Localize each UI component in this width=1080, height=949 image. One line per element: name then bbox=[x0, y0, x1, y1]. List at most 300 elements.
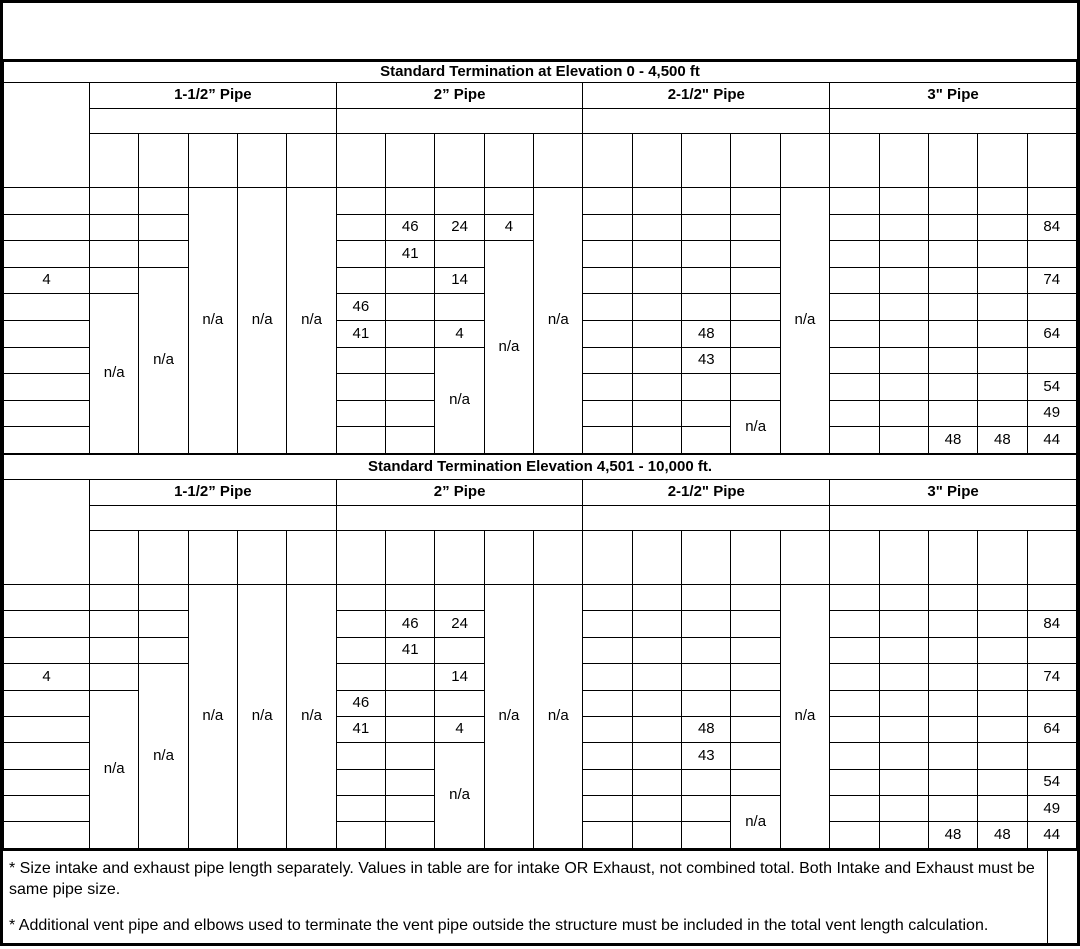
row-header-cell bbox=[4, 294, 90, 321]
column-header-cell bbox=[830, 134, 879, 188]
empty-data-cell bbox=[978, 320, 1027, 347]
row-header-cell bbox=[4, 611, 90, 637]
empty-data-cell bbox=[682, 664, 731, 690]
empty-data-cell bbox=[90, 241, 139, 268]
empty-data-cell bbox=[139, 584, 188, 610]
empty-data-cell bbox=[583, 796, 632, 822]
empty-data-cell bbox=[386, 374, 435, 401]
empty-data-cell bbox=[682, 188, 731, 215]
empty-data-cell bbox=[139, 637, 188, 663]
corner-header-cell bbox=[4, 479, 90, 584]
empty-data-cell bbox=[978, 294, 1027, 321]
empty-data-cell bbox=[583, 188, 632, 215]
empty-data-cell bbox=[583, 241, 632, 268]
empty-data-cell bbox=[336, 267, 385, 294]
blank-top-band bbox=[3, 3, 1077, 61]
row-header-cell bbox=[4, 743, 90, 769]
value-cell: 64 bbox=[1027, 716, 1076, 742]
empty-data-cell bbox=[386, 664, 435, 690]
value-cell: 48 bbox=[928, 427, 977, 454]
empty-data-cell bbox=[731, 347, 780, 374]
column-header-cell bbox=[238, 134, 287, 188]
column-header-cell bbox=[978, 530, 1027, 584]
empty-data-cell bbox=[731, 611, 780, 637]
empty-data-cell bbox=[583, 769, 632, 795]
pipe-group-header: 2-1/2" Pipe bbox=[583, 479, 830, 505]
empty-data-cell bbox=[336, 584, 385, 610]
empty-data-cell bbox=[632, 294, 681, 321]
empty-data-cell bbox=[879, 796, 928, 822]
empty-data-cell bbox=[386, 347, 435, 374]
empty-data-cell bbox=[632, 743, 681, 769]
empty-data-cell bbox=[484, 188, 533, 215]
value-cell: 41 bbox=[336, 716, 385, 742]
column-header-cell bbox=[139, 134, 188, 188]
column-header-cell bbox=[336, 530, 385, 584]
row-header-cell bbox=[4, 427, 90, 454]
empty-data-cell bbox=[879, 611, 928, 637]
empty-data-cell bbox=[386, 584, 435, 610]
value-cell: 54 bbox=[1027, 769, 1076, 795]
value-cell: 46 bbox=[386, 611, 435, 637]
column-header-cell bbox=[90, 134, 139, 188]
value-cell: 74 bbox=[1027, 664, 1076, 690]
value-cell: 44 bbox=[1027, 822, 1076, 848]
empty-data-cell bbox=[682, 267, 731, 294]
empty-data-cell bbox=[830, 214, 879, 241]
empty-data-cell bbox=[336, 743, 385, 769]
empty-data-cell bbox=[90, 584, 139, 610]
empty-data-cell bbox=[583, 611, 632, 637]
na-cell: n/a bbox=[484, 241, 533, 454]
value-cell: 48 bbox=[928, 822, 977, 848]
vent-table bbox=[3, 454, 1077, 849]
empty-data-cell bbox=[879, 214, 928, 241]
empty-data-cell bbox=[682, 374, 731, 401]
row-header-cell bbox=[4, 374, 90, 401]
empty-data-cell bbox=[682, 294, 731, 321]
na-cell: n/a bbox=[188, 188, 237, 454]
empty-data-cell bbox=[682, 637, 731, 663]
empty-data-cell bbox=[879, 241, 928, 268]
value-cell: 24 bbox=[435, 611, 484, 637]
row-header-cell bbox=[4, 347, 90, 374]
empty-data-cell bbox=[830, 320, 879, 347]
na-cell: n/a bbox=[90, 690, 139, 848]
empty-data-cell bbox=[830, 374, 879, 401]
empty-data-cell bbox=[830, 400, 879, 427]
empty-data-cell bbox=[90, 214, 139, 241]
corner-header-cell bbox=[4, 83, 90, 188]
row-header-cell bbox=[4, 796, 90, 822]
empty-data-cell bbox=[928, 716, 977, 742]
column-header-cell bbox=[583, 134, 632, 188]
empty-data-cell bbox=[879, 400, 928, 427]
empty-data-cell bbox=[386, 796, 435, 822]
empty-data-cell bbox=[1027, 690, 1076, 716]
empty-data-cell bbox=[978, 374, 1027, 401]
column-header-cell bbox=[1027, 530, 1076, 584]
empty-data-cell bbox=[336, 374, 385, 401]
value-cell: 49 bbox=[1027, 400, 1076, 427]
empty-data-cell bbox=[928, 584, 977, 610]
empty-data-cell bbox=[830, 347, 879, 374]
empty-data-cell bbox=[583, 214, 632, 241]
empty-data-cell bbox=[731, 584, 780, 610]
empty-data-cell bbox=[682, 822, 731, 848]
empty-data-cell bbox=[731, 769, 780, 795]
na-cell: n/a bbox=[780, 188, 829, 454]
empty-data-cell bbox=[632, 374, 681, 401]
empty-data-cell bbox=[978, 214, 1027, 241]
empty-data-cell bbox=[632, 796, 681, 822]
empty-data-cell bbox=[632, 267, 681, 294]
empty-data-cell bbox=[1027, 294, 1076, 321]
empty-data-cell bbox=[731, 664, 780, 690]
value-cell: 4 bbox=[435, 320, 484, 347]
table-section-elevation-0-4500 bbox=[3, 61, 1077, 454]
value-cell: 43 bbox=[682, 347, 731, 374]
empty-data-cell bbox=[879, 690, 928, 716]
empty-data-cell bbox=[90, 611, 139, 637]
empty-data-cell bbox=[583, 427, 632, 454]
empty-data-cell bbox=[731, 637, 780, 663]
empty-data-cell bbox=[879, 188, 928, 215]
na-cell: n/a bbox=[287, 188, 336, 454]
pipe-group-header: 2” Pipe bbox=[336, 83, 583, 109]
na-cell: n/a bbox=[731, 796, 780, 849]
empty-data-cell bbox=[682, 690, 731, 716]
empty-data-cell bbox=[583, 743, 632, 769]
empty-data-cell bbox=[731, 743, 780, 769]
table-row bbox=[4, 188, 1077, 215]
empty-data-cell bbox=[978, 716, 1027, 742]
empty-data-cell bbox=[879, 267, 928, 294]
empty-data-cell bbox=[336, 796, 385, 822]
value-cell: 43 bbox=[682, 743, 731, 769]
empty-data-cell bbox=[583, 400, 632, 427]
empty-data-cell bbox=[830, 241, 879, 268]
empty-data-cell bbox=[928, 690, 977, 716]
empty-data-cell bbox=[879, 743, 928, 769]
row-header-cell bbox=[4, 637, 90, 663]
empty-data-cell bbox=[928, 611, 977, 637]
na-cell: n/a bbox=[435, 347, 484, 453]
empty-data-cell bbox=[830, 188, 879, 215]
empty-data-cell bbox=[583, 267, 632, 294]
spacer-band-cell bbox=[90, 505, 337, 530]
empty-data-cell bbox=[731, 294, 780, 321]
value-cell: 24 bbox=[435, 214, 484, 241]
spacer-band-cell bbox=[336, 109, 583, 134]
empty-data-cell bbox=[632, 637, 681, 663]
empty-data-cell bbox=[583, 690, 632, 716]
empty-data-cell bbox=[1027, 743, 1076, 769]
column-header-cell bbox=[435, 530, 484, 584]
empty-data-cell bbox=[928, 374, 977, 401]
empty-data-cell bbox=[583, 664, 632, 690]
empty-data-cell bbox=[336, 214, 385, 241]
empty-data-cell bbox=[632, 214, 681, 241]
table-row bbox=[4, 584, 1077, 610]
empty-data-cell bbox=[682, 769, 731, 795]
value-cell: 54 bbox=[1027, 374, 1076, 401]
row-header-cell: 4 bbox=[4, 267, 90, 294]
empty-data-cell bbox=[978, 769, 1027, 795]
value-cell: 74 bbox=[1027, 267, 1076, 294]
empty-data-cell bbox=[928, 796, 977, 822]
column-header-cell bbox=[731, 530, 780, 584]
column-header-cell bbox=[928, 134, 977, 188]
na-cell: n/a bbox=[139, 267, 188, 453]
empty-data-cell bbox=[139, 214, 188, 241]
value-cell: 41 bbox=[386, 637, 435, 663]
row-header-cell bbox=[4, 769, 90, 795]
empty-data-cell bbox=[1027, 241, 1076, 268]
value-cell: 48 bbox=[978, 822, 1027, 848]
value-cell: 49 bbox=[1027, 796, 1076, 822]
empty-data-cell bbox=[978, 241, 1027, 268]
empty-data-cell bbox=[879, 716, 928, 742]
empty-data-cell bbox=[583, 584, 632, 610]
pipe-group-header: 2” Pipe bbox=[336, 479, 583, 505]
value-cell: 84 bbox=[1027, 611, 1076, 637]
empty-data-cell bbox=[830, 637, 879, 663]
empty-data-cell bbox=[830, 584, 879, 610]
empty-data-cell bbox=[386, 294, 435, 321]
value-cell: 46 bbox=[386, 214, 435, 241]
spacer-band-cell bbox=[583, 109, 830, 134]
empty-data-cell bbox=[583, 320, 632, 347]
row-header-cell: 4 bbox=[4, 664, 90, 690]
column-header-cell bbox=[386, 530, 435, 584]
empty-data-cell bbox=[336, 400, 385, 427]
empty-data-cell bbox=[632, 822, 681, 848]
empty-data-cell bbox=[336, 611, 385, 637]
empty-data-cell bbox=[336, 241, 385, 268]
empty-data-cell bbox=[386, 769, 435, 795]
na-cell: n/a bbox=[90, 294, 139, 454]
empty-data-cell bbox=[435, 690, 484, 716]
pipe-group-header: 3" Pipe bbox=[830, 479, 1077, 505]
column-header-cell bbox=[287, 134, 336, 188]
value-cell: 41 bbox=[336, 320, 385, 347]
empty-data-cell bbox=[632, 400, 681, 427]
empty-data-cell bbox=[632, 716, 681, 742]
section-title: Standard Termination Elevation 4,501 - 10,000 ft. bbox=[4, 454, 1077, 479]
empty-data-cell bbox=[386, 716, 435, 742]
row-header-cell bbox=[4, 716, 90, 742]
empty-data-cell bbox=[139, 241, 188, 268]
empty-data-cell bbox=[978, 611, 1027, 637]
empty-data-cell bbox=[830, 743, 879, 769]
column-header-cell bbox=[188, 134, 237, 188]
row-header-cell bbox=[4, 188, 90, 215]
empty-data-cell bbox=[879, 294, 928, 321]
na-cell: n/a bbox=[435, 743, 484, 849]
empty-data-cell bbox=[336, 822, 385, 848]
empty-data-cell bbox=[632, 584, 681, 610]
empty-data-cell bbox=[139, 188, 188, 215]
empty-data-cell bbox=[386, 427, 435, 454]
empty-data-cell bbox=[336, 427, 385, 454]
empty-data-cell bbox=[879, 374, 928, 401]
column-header-cell bbox=[90, 530, 139, 584]
empty-data-cell bbox=[830, 796, 879, 822]
empty-data-cell bbox=[879, 584, 928, 610]
empty-data-cell bbox=[879, 769, 928, 795]
empty-data-cell bbox=[336, 769, 385, 795]
pipe-group-header: 1-1/2” Pipe bbox=[90, 83, 337, 109]
value-cell: 44 bbox=[1027, 427, 1076, 454]
value-cell: 4 bbox=[435, 716, 484, 742]
column-header-cell bbox=[978, 134, 1027, 188]
spacer-band-cell bbox=[583, 505, 830, 530]
empty-data-cell bbox=[632, 664, 681, 690]
empty-data-cell bbox=[830, 716, 879, 742]
column-header-cell bbox=[879, 530, 928, 584]
empty-data-cell bbox=[435, 188, 484, 215]
empty-data-cell bbox=[1027, 637, 1076, 663]
empty-data-cell bbox=[583, 347, 632, 374]
column-header-cell bbox=[830, 530, 879, 584]
column-header-cell bbox=[534, 134, 583, 188]
empty-data-cell bbox=[928, 664, 977, 690]
na-cell: n/a bbox=[238, 584, 287, 848]
empty-data-cell bbox=[435, 241, 484, 268]
empty-data-cell bbox=[1027, 347, 1076, 374]
empty-data-cell bbox=[830, 664, 879, 690]
vent-table bbox=[3, 61, 1077, 454]
na-cell: n/a bbox=[188, 584, 237, 848]
na-cell: n/a bbox=[287, 584, 336, 848]
empty-data-cell bbox=[632, 690, 681, 716]
empty-data-cell bbox=[830, 294, 879, 321]
empty-data-cell bbox=[386, 743, 435, 769]
empty-data-cell bbox=[978, 347, 1027, 374]
row-header-cell bbox=[4, 320, 90, 347]
empty-data-cell bbox=[879, 822, 928, 848]
empty-data-cell bbox=[830, 769, 879, 795]
empty-data-cell bbox=[682, 241, 731, 268]
empty-data-cell bbox=[978, 637, 1027, 663]
empty-data-cell bbox=[879, 637, 928, 663]
column-header-cell bbox=[238, 530, 287, 584]
empty-data-cell bbox=[928, 188, 977, 215]
pipe-group-header: 3" Pipe bbox=[830, 83, 1077, 109]
empty-data-cell bbox=[632, 427, 681, 454]
na-cell: n/a bbox=[534, 188, 583, 454]
empty-data-cell bbox=[978, 188, 1027, 215]
column-header-cell bbox=[287, 530, 336, 584]
empty-data-cell bbox=[583, 637, 632, 663]
column-header-cell bbox=[682, 530, 731, 584]
empty-data-cell bbox=[928, 347, 977, 374]
empty-data-cell bbox=[682, 400, 731, 427]
footnote-sizing-note: * Size intake and exhaust pipe length separately. Values in table are for intake OR Exhaust, not combined total. Both Intake and Exhaust must be same pipe size. bbox=[9, 859, 1035, 899]
column-header-cell bbox=[435, 134, 484, 188]
empty-data-cell bbox=[336, 347, 385, 374]
table-section-elevation-4501-10000 bbox=[3, 454, 1077, 849]
section-title: Standard Termination at Elevation 0 - 4,500 ft bbox=[4, 62, 1077, 83]
empty-data-cell bbox=[731, 214, 780, 241]
empty-data-cell bbox=[90, 637, 139, 663]
value-cell: 64 bbox=[1027, 320, 1076, 347]
empty-data-cell bbox=[682, 796, 731, 822]
value-cell: 46 bbox=[336, 690, 385, 716]
empty-data-cell bbox=[978, 664, 1027, 690]
empty-data-cell bbox=[682, 427, 731, 454]
empty-data-cell bbox=[386, 400, 435, 427]
empty-data-cell bbox=[682, 611, 731, 637]
column-header-cell bbox=[336, 134, 385, 188]
empty-data-cell bbox=[978, 796, 1027, 822]
empty-data-cell bbox=[928, 769, 977, 795]
empty-data-cell bbox=[435, 584, 484, 610]
empty-data-cell bbox=[1027, 188, 1076, 215]
na-cell: n/a bbox=[534, 584, 583, 848]
empty-data-cell bbox=[583, 716, 632, 742]
value-cell: 4 bbox=[484, 214, 533, 241]
empty-data-cell bbox=[682, 584, 731, 610]
empty-data-cell bbox=[928, 400, 977, 427]
spacer-band-cell bbox=[336, 505, 583, 530]
empty-data-cell bbox=[139, 611, 188, 637]
value-cell: 48 bbox=[978, 427, 1027, 454]
column-header-cell bbox=[188, 530, 237, 584]
row-header-cell bbox=[4, 822, 90, 848]
empty-data-cell bbox=[879, 347, 928, 374]
empty-data-cell bbox=[583, 822, 632, 848]
spacer-band-cell bbox=[90, 109, 337, 134]
empty-data-cell bbox=[879, 664, 928, 690]
row-header-cell bbox=[4, 584, 90, 610]
empty-data-cell bbox=[336, 188, 385, 215]
empty-data-cell bbox=[1027, 584, 1076, 610]
empty-data-cell bbox=[978, 267, 1027, 294]
empty-data-cell bbox=[90, 188, 139, 215]
column-header-cell bbox=[583, 530, 632, 584]
empty-data-cell bbox=[731, 716, 780, 742]
empty-data-cell bbox=[731, 374, 780, 401]
column-header-cell bbox=[879, 134, 928, 188]
na-cell: n/a bbox=[780, 584, 829, 848]
empty-data-cell bbox=[386, 822, 435, 848]
empty-data-cell bbox=[386, 267, 435, 294]
column-header-cell bbox=[632, 530, 681, 584]
column-header-cell bbox=[928, 530, 977, 584]
empty-data-cell bbox=[830, 611, 879, 637]
na-cell: n/a bbox=[238, 188, 287, 454]
footnote-termination-note: * Additional vent pipe and elbows used to terminate the vent pipe outside the structure must be included in the total vent length calculation. bbox=[9, 917, 989, 935]
empty-data-cell bbox=[879, 320, 928, 347]
footnotes-text-area bbox=[3, 851, 1048, 943]
column-header-cell bbox=[1027, 134, 1076, 188]
value-cell: 84 bbox=[1027, 214, 1076, 241]
spacer-band-cell bbox=[830, 109, 1077, 134]
empty-data-cell bbox=[830, 690, 879, 716]
empty-data-cell bbox=[632, 769, 681, 795]
row-header-cell bbox=[4, 400, 90, 427]
empty-data-cell bbox=[583, 374, 632, 401]
column-header-cell bbox=[780, 530, 829, 584]
empty-data-cell bbox=[386, 320, 435, 347]
empty-data-cell bbox=[632, 347, 681, 374]
value-cell: 48 bbox=[682, 320, 731, 347]
empty-data-cell bbox=[928, 267, 977, 294]
empty-data-cell bbox=[336, 664, 385, 690]
value-cell: 46 bbox=[336, 294, 385, 321]
